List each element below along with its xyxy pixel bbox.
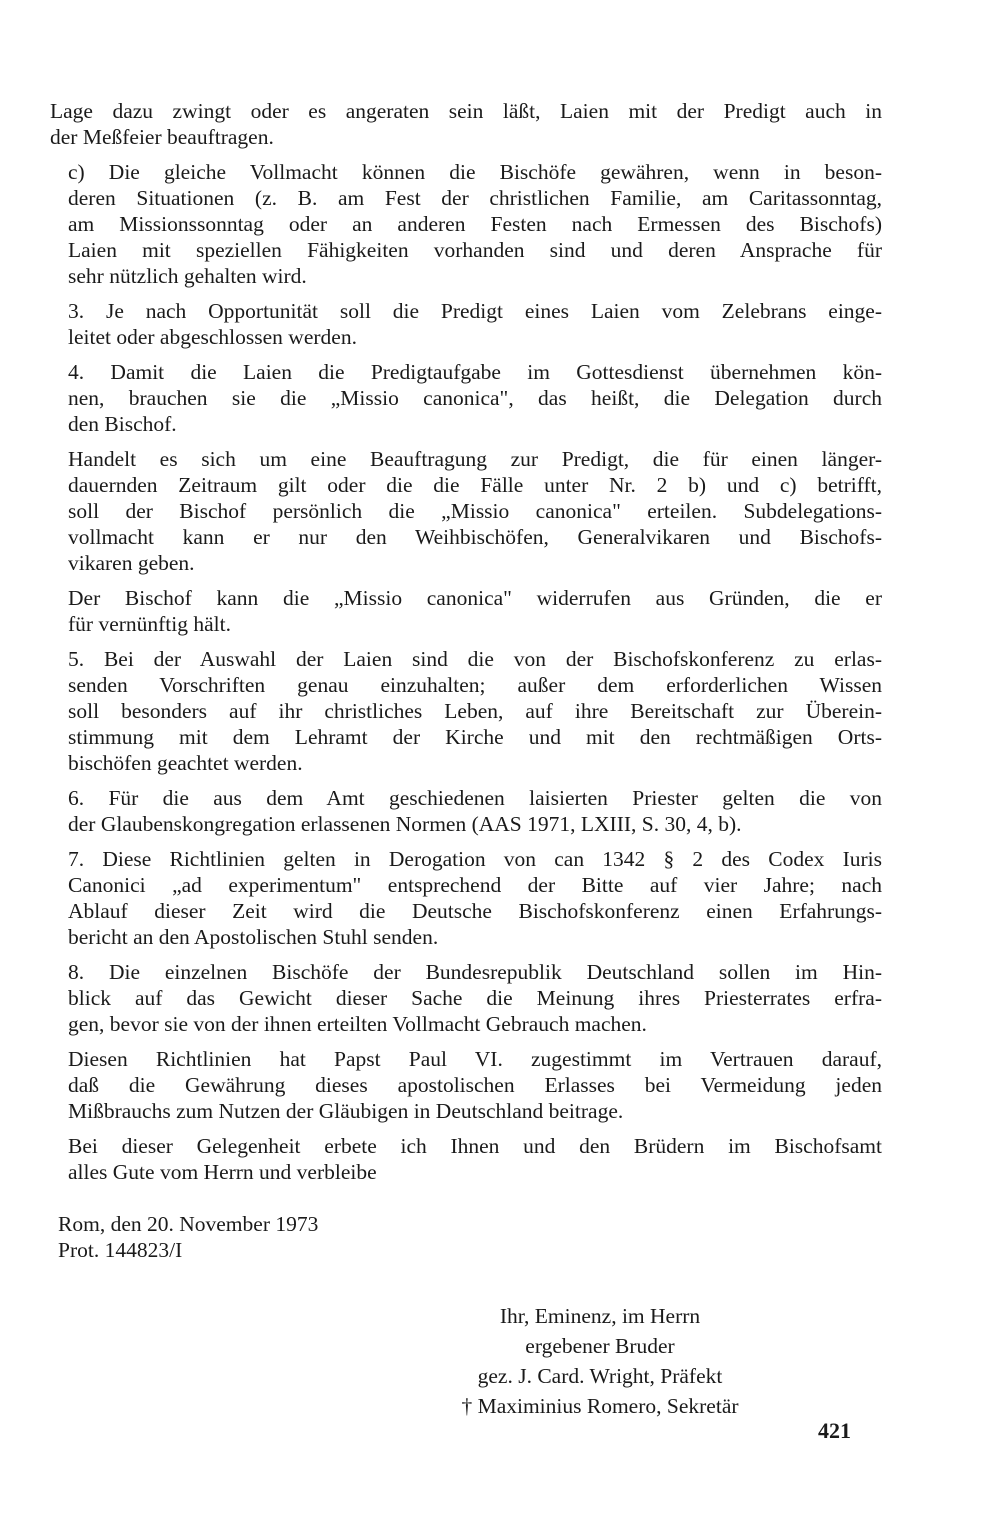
- paragraph: [50, 585, 882, 637]
- text-line: alles Gute vom Herrn und verbleibe: [68, 1160, 377, 1184]
- paragraph: [50, 1046, 882, 1124]
- text-line: sehr nützlich gehalten wird.: [68, 264, 307, 288]
- text-line: soll besonders auf ihr christliches Leben, auf ihre Bereitschaft zur Überein-: [68, 699, 882, 723]
- text-line: senden Vorschriften genau einzuhalten; außer dem erforderlichen Wissen: [68, 673, 882, 697]
- paragraph: [50, 359, 882, 437]
- paragraph: [50, 298, 882, 350]
- closing-block: [58, 1211, 882, 1263]
- protocol-number: Prot. 144823/I: [58, 1238, 183, 1262]
- text-line: der Meßfeier beauftragen.: [50, 125, 274, 149]
- text-line: gen, bevor sie von der ihnen erteilten Vollmacht Gebrauch machen.: [68, 1012, 647, 1036]
- text-line: am Missionssonntag oder an anderen Festen nach Ermessen des Bischofs): [68, 212, 882, 236]
- paragraph: [50, 959, 882, 1037]
- paragraph: [50, 646, 882, 776]
- paragraph: [50, 446, 882, 576]
- text-line: leitet oder abgeschlossen werden.: [68, 325, 357, 349]
- text-line: Diesen Richtlinien hat Papst Paul VI. zugestimmt im Vertrauen darauf,: [68, 1047, 882, 1071]
- text-line: für vernünftig hält.: [68, 612, 231, 636]
- paragraph: [50, 785, 882, 837]
- signature-line-1: Ihr, Eminenz, im Herrn: [499, 1304, 701, 1328]
- text-line: Bei dieser Gelegenheit erbete ich Ihnen und den Brüdern im Bischofsamt: [68, 1134, 882, 1158]
- text-line: Laien mit speziellen Fähigkeiten vorhanden sind und deren Ansprache für: [68, 238, 882, 262]
- text-line: Mißbrauchs zum Nutzen der Gläubigen in Deutschland beitrage.: [68, 1099, 624, 1123]
- signature-line-2: ergebener Bruder: [525, 1334, 675, 1358]
- text-line: 3. Je nach Opportunität soll die Predigt eines Laien vom Zelebrans einge-: [68, 299, 882, 323]
- paragraph: [50, 1133, 882, 1185]
- text-line: den Bischof.: [68, 412, 177, 436]
- text-line: Canonici „ad experimentum" entsprechend der Bitte auf vier Jahre; nach: [68, 873, 882, 897]
- text-line: 8. Die einzelnen Bischöfe der Bundesrepublik Deutschland sollen im Hin-: [68, 960, 882, 984]
- text-line: stimmung mit dem Lehramt der Kirche und mit den rechtmäßigen Orts-: [68, 725, 882, 749]
- text-line: der Glaubenskongregation erlassenen Normen (AAS 1971, LXIII, S. 30, 4, b).: [68, 812, 742, 836]
- text-line: vollmacht kann er nur den Weihbischöfen, Generalvikaren und Bischofs-: [68, 525, 882, 549]
- text-line: c) Die gleiche Vollmacht können die Bischöfe gewähren, wenn in beson-: [68, 160, 882, 184]
- signature-line-4: † Maximinius Romero, Sekretär: [461, 1394, 739, 1418]
- body-text: [50, 98, 882, 1185]
- signature-line-3: gez. J. Card. Wright, Präfekt: [477, 1364, 723, 1388]
- paragraph: [50, 98, 882, 150]
- text-line: blick auf das Gewicht dieser Sache die Meinung ihres Priesterrates erfra-: [68, 986, 882, 1010]
- text-line: 4. Damit die Laien die Predigtaufgabe im Gottesdienst übernehmen kön-: [68, 360, 882, 384]
- text-line: dauernden Zeitraum gilt oder die die Fälle unter Nr. 2 b) und c) betrifft,: [68, 473, 882, 497]
- paragraph: [50, 159, 882, 289]
- text-line: Ablauf dieser Zeit wird die Deutsche Bischofskonferenz einen Erfahrungs-: [68, 899, 882, 923]
- text-line: Der Bischof kann die „Missio canonica" widerrufen aus Gründen, die er: [68, 586, 882, 610]
- text-line: bericht an den Apostolischen Stuhl senden.: [68, 925, 439, 949]
- text-line: Lage dazu zwingt oder es angeraten sein läßt, Laien mit der Predigt auch in: [50, 99, 882, 123]
- text-line: deren Situationen (z. B. am Fest der christlichen Familie, am Caritassonntag,: [68, 186, 882, 210]
- text-line: 6. Für die aus dem Amt geschiedenen laisierten Priester gelten die von: [68, 786, 882, 810]
- text-line: 5. Bei der Auswahl der Laien sind die von der Bischofskonferenz zu erlas-: [68, 647, 882, 671]
- place-date: Rom, den 20. November 1973: [58, 1212, 319, 1236]
- text-line: bischöfen geachtet werden.: [68, 751, 303, 775]
- text-line: nen, brauchen sie die „Missio canonica", das heißt, die Delegation durch: [68, 386, 882, 410]
- text-line: Handelt es sich um eine Beauftragung zur Predigt, die für einen länger-: [68, 447, 882, 471]
- page-number: 421: [818, 1418, 851, 1443]
- text-line: 7. Diese Richtlinien gelten in Derogation von can 1342 § 2 des Codex Iuris: [68, 847, 882, 871]
- text-line: soll der Bischof persönlich die „Missio canonica" erteilen. Subdelegations-: [68, 499, 882, 523]
- text-line: daß die Gewährung dieses apostolischen Erlasses bei Vermeidung jeden: [68, 1073, 882, 1097]
- document-page: [50, 98, 882, 1421]
- signature-block: [400, 1301, 800, 1421]
- paragraph: [50, 846, 882, 950]
- text-line: vikaren geben.: [68, 551, 195, 575]
